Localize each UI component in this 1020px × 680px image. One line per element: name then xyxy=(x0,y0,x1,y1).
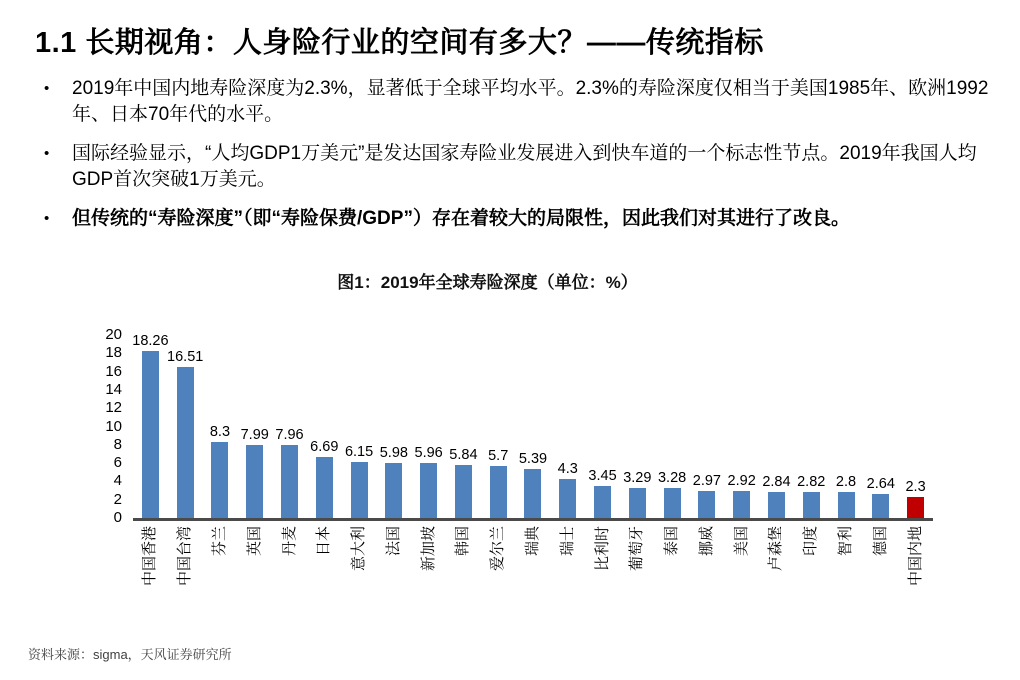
bar-column xyxy=(203,425,238,518)
bar xyxy=(768,492,785,518)
x-category-label: 韩国 xyxy=(454,526,472,557)
bar-column xyxy=(446,448,481,518)
y-tick-label: 6 xyxy=(113,454,122,472)
x-category-label: 智利 xyxy=(837,526,855,557)
bar-column xyxy=(133,334,168,518)
y-tick-label: 2 xyxy=(113,490,122,508)
bar-value-label: 5.7 xyxy=(488,447,509,464)
bar xyxy=(455,465,472,518)
bar-value-label: 5.96 xyxy=(414,445,443,462)
bar-column xyxy=(863,477,898,518)
y-tick-label: 20 xyxy=(105,326,122,343)
x-axis-labels xyxy=(133,521,933,625)
bar xyxy=(490,466,507,518)
bar-value-label: 3.28 xyxy=(657,470,687,486)
y-tick-label: 10 xyxy=(105,417,122,435)
y-tick-label: 12 xyxy=(105,399,122,417)
source-note: 资料来源：sigma，天风证券研究所 xyxy=(28,647,232,662)
bar xyxy=(246,445,263,518)
bar-column xyxy=(516,452,551,518)
x-category-label: 中国香港 xyxy=(141,526,159,587)
x-category-label: 美国 xyxy=(732,526,750,557)
bar-column xyxy=(759,475,794,518)
bar-value-label: 5.84 xyxy=(449,446,478,463)
x-category-label: 芬兰 xyxy=(210,526,228,557)
bar xyxy=(316,457,333,518)
bar-column xyxy=(655,471,690,518)
bar-value-label: 5.98 xyxy=(379,445,408,462)
bullet-item xyxy=(44,141,990,193)
bar-value-label: 8.3 xyxy=(209,424,231,441)
bar-value-label: 2.64 xyxy=(866,475,895,492)
bar-value-label: 2.84 xyxy=(762,474,791,491)
bullet-marker-icon: • xyxy=(44,210,50,227)
bar xyxy=(524,469,541,518)
bar-column xyxy=(724,474,759,518)
bar-column xyxy=(690,474,725,518)
x-category-label: 英国 xyxy=(245,526,263,557)
bar xyxy=(211,442,228,518)
bar xyxy=(838,492,855,518)
x-category-label: 德国 xyxy=(871,526,889,557)
y-tick-label: 16 xyxy=(105,362,122,380)
bar-column xyxy=(585,469,620,518)
bar-value-label: 7.99 xyxy=(240,426,269,443)
bar-value-label: 6.69 xyxy=(310,438,339,455)
bar xyxy=(142,351,159,518)
bullet-marker-icon: • xyxy=(44,145,50,162)
bar xyxy=(872,494,889,518)
bar-value-label: 18.26 xyxy=(132,332,169,349)
y-tick-label: 0 xyxy=(113,509,122,526)
bar-value-label: 3.29 xyxy=(623,469,652,486)
bar xyxy=(281,445,298,518)
bullet-item xyxy=(44,206,990,232)
bar-value-label: 5.39 xyxy=(518,450,548,467)
chart-title: 图1：2019年全球寿险深度（单位：%） xyxy=(337,273,638,292)
x-category-label: 新加坡 xyxy=(419,526,437,572)
bar-value-label: 3.45 xyxy=(588,468,617,485)
x-category-label: 日本 xyxy=(315,526,333,557)
bar-value-label: 7.96 xyxy=(275,427,304,444)
x-category-label: 法国 xyxy=(384,526,402,557)
bar-chart xyxy=(0,326,1020,625)
bullet-text: 但传统的“寿险深度”（即“寿险保费/GDP”）存在着较大的局限性，因此我们对其进行了改良。 xyxy=(72,208,850,229)
bar-value-label: 2.92 xyxy=(727,473,756,490)
x-category-label: 挪威 xyxy=(697,526,715,557)
x-category-label: 印度 xyxy=(802,526,820,557)
bar-column xyxy=(898,480,933,518)
bar-column xyxy=(481,449,516,518)
x-category-label: 丹麦 xyxy=(280,526,298,557)
bullet-list xyxy=(44,76,990,245)
x-category-label: 卢森堡 xyxy=(767,526,785,572)
bar xyxy=(420,463,437,518)
bar-column xyxy=(168,350,203,518)
bullet-text: 国际经验显示，“人均GDP1万美元”是发达国家寿险业发展进入到快车道的一个标志性节点。2019年我国人均GDP首次突破1万美元。 xyxy=(72,143,977,190)
bar-value-label: 2.97 xyxy=(692,472,721,489)
bullet-text: 2019年中国内地寿险深度为2.3%，显著低于全球平均水平。2.3%的寿险深度仅相当于美国1985年、欧洲1992年、日本70年代的水平。 xyxy=(72,78,989,125)
bar xyxy=(698,491,715,518)
bar-column xyxy=(794,475,829,518)
page-title: 1.1 长期视角：人身险行业的空间有多大？——传统指标 xyxy=(35,27,764,59)
bar-column xyxy=(272,428,307,518)
x-category-label: 中国内地 xyxy=(906,526,924,587)
y-tick-label: 4 xyxy=(113,472,122,490)
bar xyxy=(733,491,750,518)
bar-column xyxy=(307,440,342,518)
bar-column xyxy=(411,446,446,518)
bar xyxy=(803,492,820,518)
bar-column xyxy=(342,445,377,518)
y-tick-label: 8 xyxy=(113,435,122,453)
bar xyxy=(907,497,924,518)
bar-value-label: 4.3 xyxy=(557,460,578,477)
bar xyxy=(594,486,611,518)
bullet-marker-icon: • xyxy=(44,80,50,97)
x-category-label: 意大利 xyxy=(350,526,368,572)
chart-plot xyxy=(132,332,933,521)
bar xyxy=(629,488,646,518)
bar-column xyxy=(829,475,864,518)
y-axis xyxy=(88,326,122,526)
x-category-label: 瑞士 xyxy=(558,526,576,557)
bar xyxy=(351,462,368,518)
bar-value-label: 2.3 xyxy=(905,478,926,495)
x-category-label: 比利时 xyxy=(593,526,611,572)
x-category-label: 泰国 xyxy=(663,526,681,557)
x-category-label: 爱尔兰 xyxy=(489,526,507,572)
y-tick-label: 14 xyxy=(105,380,122,398)
x-category-label: 中国台湾 xyxy=(176,526,194,587)
bar xyxy=(559,479,576,518)
bar-column xyxy=(620,471,655,518)
bullet-item xyxy=(44,76,990,128)
bar xyxy=(385,463,402,518)
bar-value-label: 6.15 xyxy=(344,443,374,460)
bar xyxy=(664,488,681,518)
bar-column xyxy=(376,446,411,518)
bar-value-label: 2.82 xyxy=(797,474,826,491)
bar xyxy=(177,367,194,518)
bar-value-label: 2.8 xyxy=(835,474,857,491)
x-category-label: 瑞典 xyxy=(523,526,541,557)
bar-column xyxy=(237,428,272,518)
x-category-label: 葡萄牙 xyxy=(628,526,646,572)
bar-value-label: 16.51 xyxy=(167,348,204,365)
bar-column xyxy=(550,462,585,518)
y-tick-label: 18 xyxy=(105,344,122,362)
